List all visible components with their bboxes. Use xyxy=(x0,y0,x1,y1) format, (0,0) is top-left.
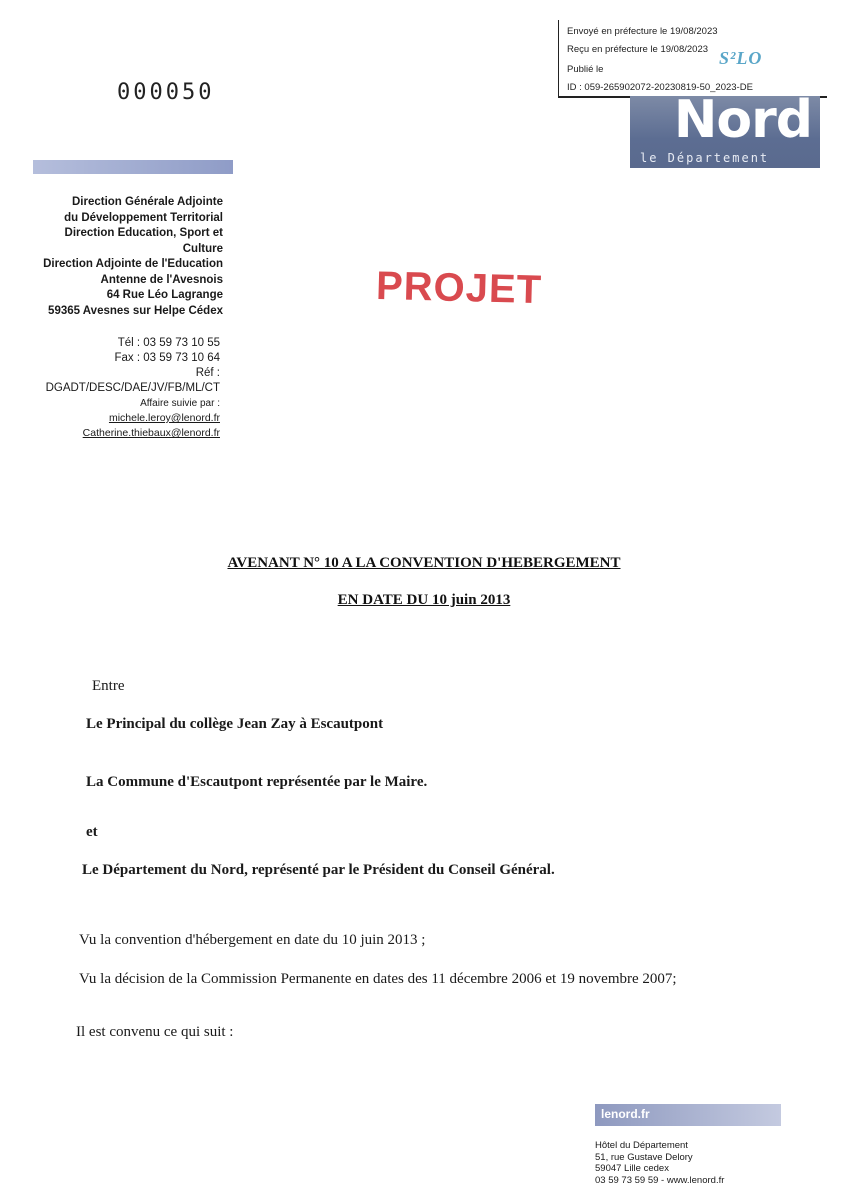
footer-address-line: 51, rue Gustave Delory xyxy=(595,1151,693,1163)
sender-line: 64 Rue Léo Lagrange xyxy=(106,289,223,301)
document-title-line1: AVENANT N° 10 A LA CONVENTION D'HEBERGEMENT xyxy=(227,555,621,571)
phone-number: Tél : 03 59 73 10 55 xyxy=(117,337,220,349)
reference-label: Réf : xyxy=(195,367,220,379)
party-college: Le Principal du collège Jean Zay à Escautpont xyxy=(86,716,384,732)
sender-line: Culture xyxy=(182,242,223,255)
and-label: et xyxy=(86,824,98,840)
consideration-1: Vu la convention d'hébergement en date du 10 juin 2013 ; xyxy=(79,932,426,948)
footer-brand-bar xyxy=(595,1104,781,1126)
logo-subtitle: le Département xyxy=(640,151,770,165)
document-title-line2: EN DATE DU 10 juin 2013 xyxy=(337,592,511,608)
agreement-intro: Il est convenu ce qui suit : xyxy=(76,1024,234,1040)
footer-address-line: Hôtel du Département xyxy=(595,1140,688,1151)
sender-line: Direction Adjointe de l'Education xyxy=(43,258,223,270)
stamp-published: Publié le xyxy=(567,64,604,75)
footer-brand: lenord.fr xyxy=(601,1107,650,1121)
sender-line: du Développement Territorial xyxy=(64,211,223,224)
document-number: 000050 xyxy=(117,80,215,105)
sender-line: Direction Education, Sport et xyxy=(64,227,223,239)
footer-contact-line: 03 59 73 59 59 - www.lenord.fr xyxy=(595,1174,725,1186)
sender-line: Antenne de l'Avesnois xyxy=(100,273,223,286)
email-link-1[interactable]: michele.leroy@lenord.fr xyxy=(108,412,220,424)
party-department: Le Département du Nord, représenté par le Président du Conseil Général. xyxy=(82,862,555,878)
stamp-sent-date: Envoyé en préfecture le 19/08/2023 xyxy=(567,26,718,37)
nord-department-logo xyxy=(630,96,820,168)
fax-number: Fax : 03 59 73 10 64 xyxy=(114,352,220,364)
email-link-2[interactable]: Catherine.thiebaux@lenord.fr xyxy=(82,427,220,439)
footer-address xyxy=(595,1140,724,1186)
reference-code: DGADT/DESC/DAE/JV/FB/ML/CT xyxy=(45,382,220,394)
prefecture-stamp-box xyxy=(558,20,827,98)
contact-block xyxy=(10,336,220,441)
party-commune: La Commune d'Escautpont représentée par le Maire. xyxy=(86,774,428,790)
sender-line: Direction Générale Adjointe xyxy=(71,196,223,208)
sender-line: 59365 Avesnes sur Helpe Cédex xyxy=(48,304,223,317)
consideration-2: Vu la décision de la Commission Permanente en dates des 11 décembre 2006 et 19 novembre 2007; xyxy=(79,971,677,987)
followed-by-label: Affaire suivie par : xyxy=(140,398,220,409)
sender-header-bar xyxy=(33,160,233,174)
footer-address-line: 59047 Lille cedex xyxy=(595,1163,669,1174)
sender-address-block xyxy=(23,195,223,319)
between-label: Entre xyxy=(92,678,125,694)
stamp-id: ID : 059-265902072-20230819-50_2023-DE xyxy=(567,82,753,93)
s2low-logo: S²LO xyxy=(719,48,763,68)
logo-word: Nord xyxy=(673,96,812,150)
stamp-received-date: Reçu en préfecture le 19/08/2023 xyxy=(567,44,709,55)
projet-stamp: PROJET xyxy=(375,263,543,313)
